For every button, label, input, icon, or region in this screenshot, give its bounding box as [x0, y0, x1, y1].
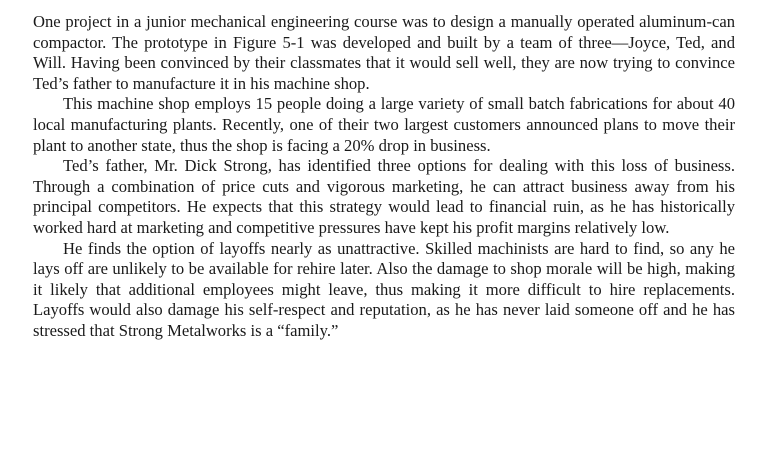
paragraph-machine-shop: This machine shop employs 15 people doing a large variety of small batch fabrications for about 40 local manufacturing plants. Recently, one of their two largest customers announced plans to move their plant to another state, thus the shop is facing a 20% drop in business. — [33, 94, 735, 155]
document-page — [33, 12, 735, 342]
paragraph-layoffs-option: He finds the option of layoffs nearly as unattractive. Skilled machinists are hard to find, so any he lays off are unlikely to be available for rehire later. Also the damage to shop morale will be high, making it likely that additional employees might leave, thus making it more difficult to hire replacements. Layoffs would also damage his self-respect and reputation, as he has never laid someone off and he has stressed that Strong Metalworks is a “family.” — [33, 238, 735, 340]
paragraph-price-cuts-option: Ted’s father, Mr. Dick Strong, has identified three options for dealing with this loss of business. Through a combination of price cuts and vigorous marketing, he can attract business away from his principal competitors. He expects that this strategy would lead to financial ruin, as he has historically worked hard at marketing and competitive pressures have kept his profit margins relatively low. — [33, 156, 735, 237]
paragraph-project-intro: One project in a junior mechanical engineering course was to design a manually operated aluminum-can compactor. The prototype in Figure 5-1 was developed and built by a team of three—Joyce, Ted, and Will. Having been convinced by their classmates that it would sell well, they are now trying to convince Ted’s father to manufacture it in his machine shop. — [33, 12, 735, 93]
